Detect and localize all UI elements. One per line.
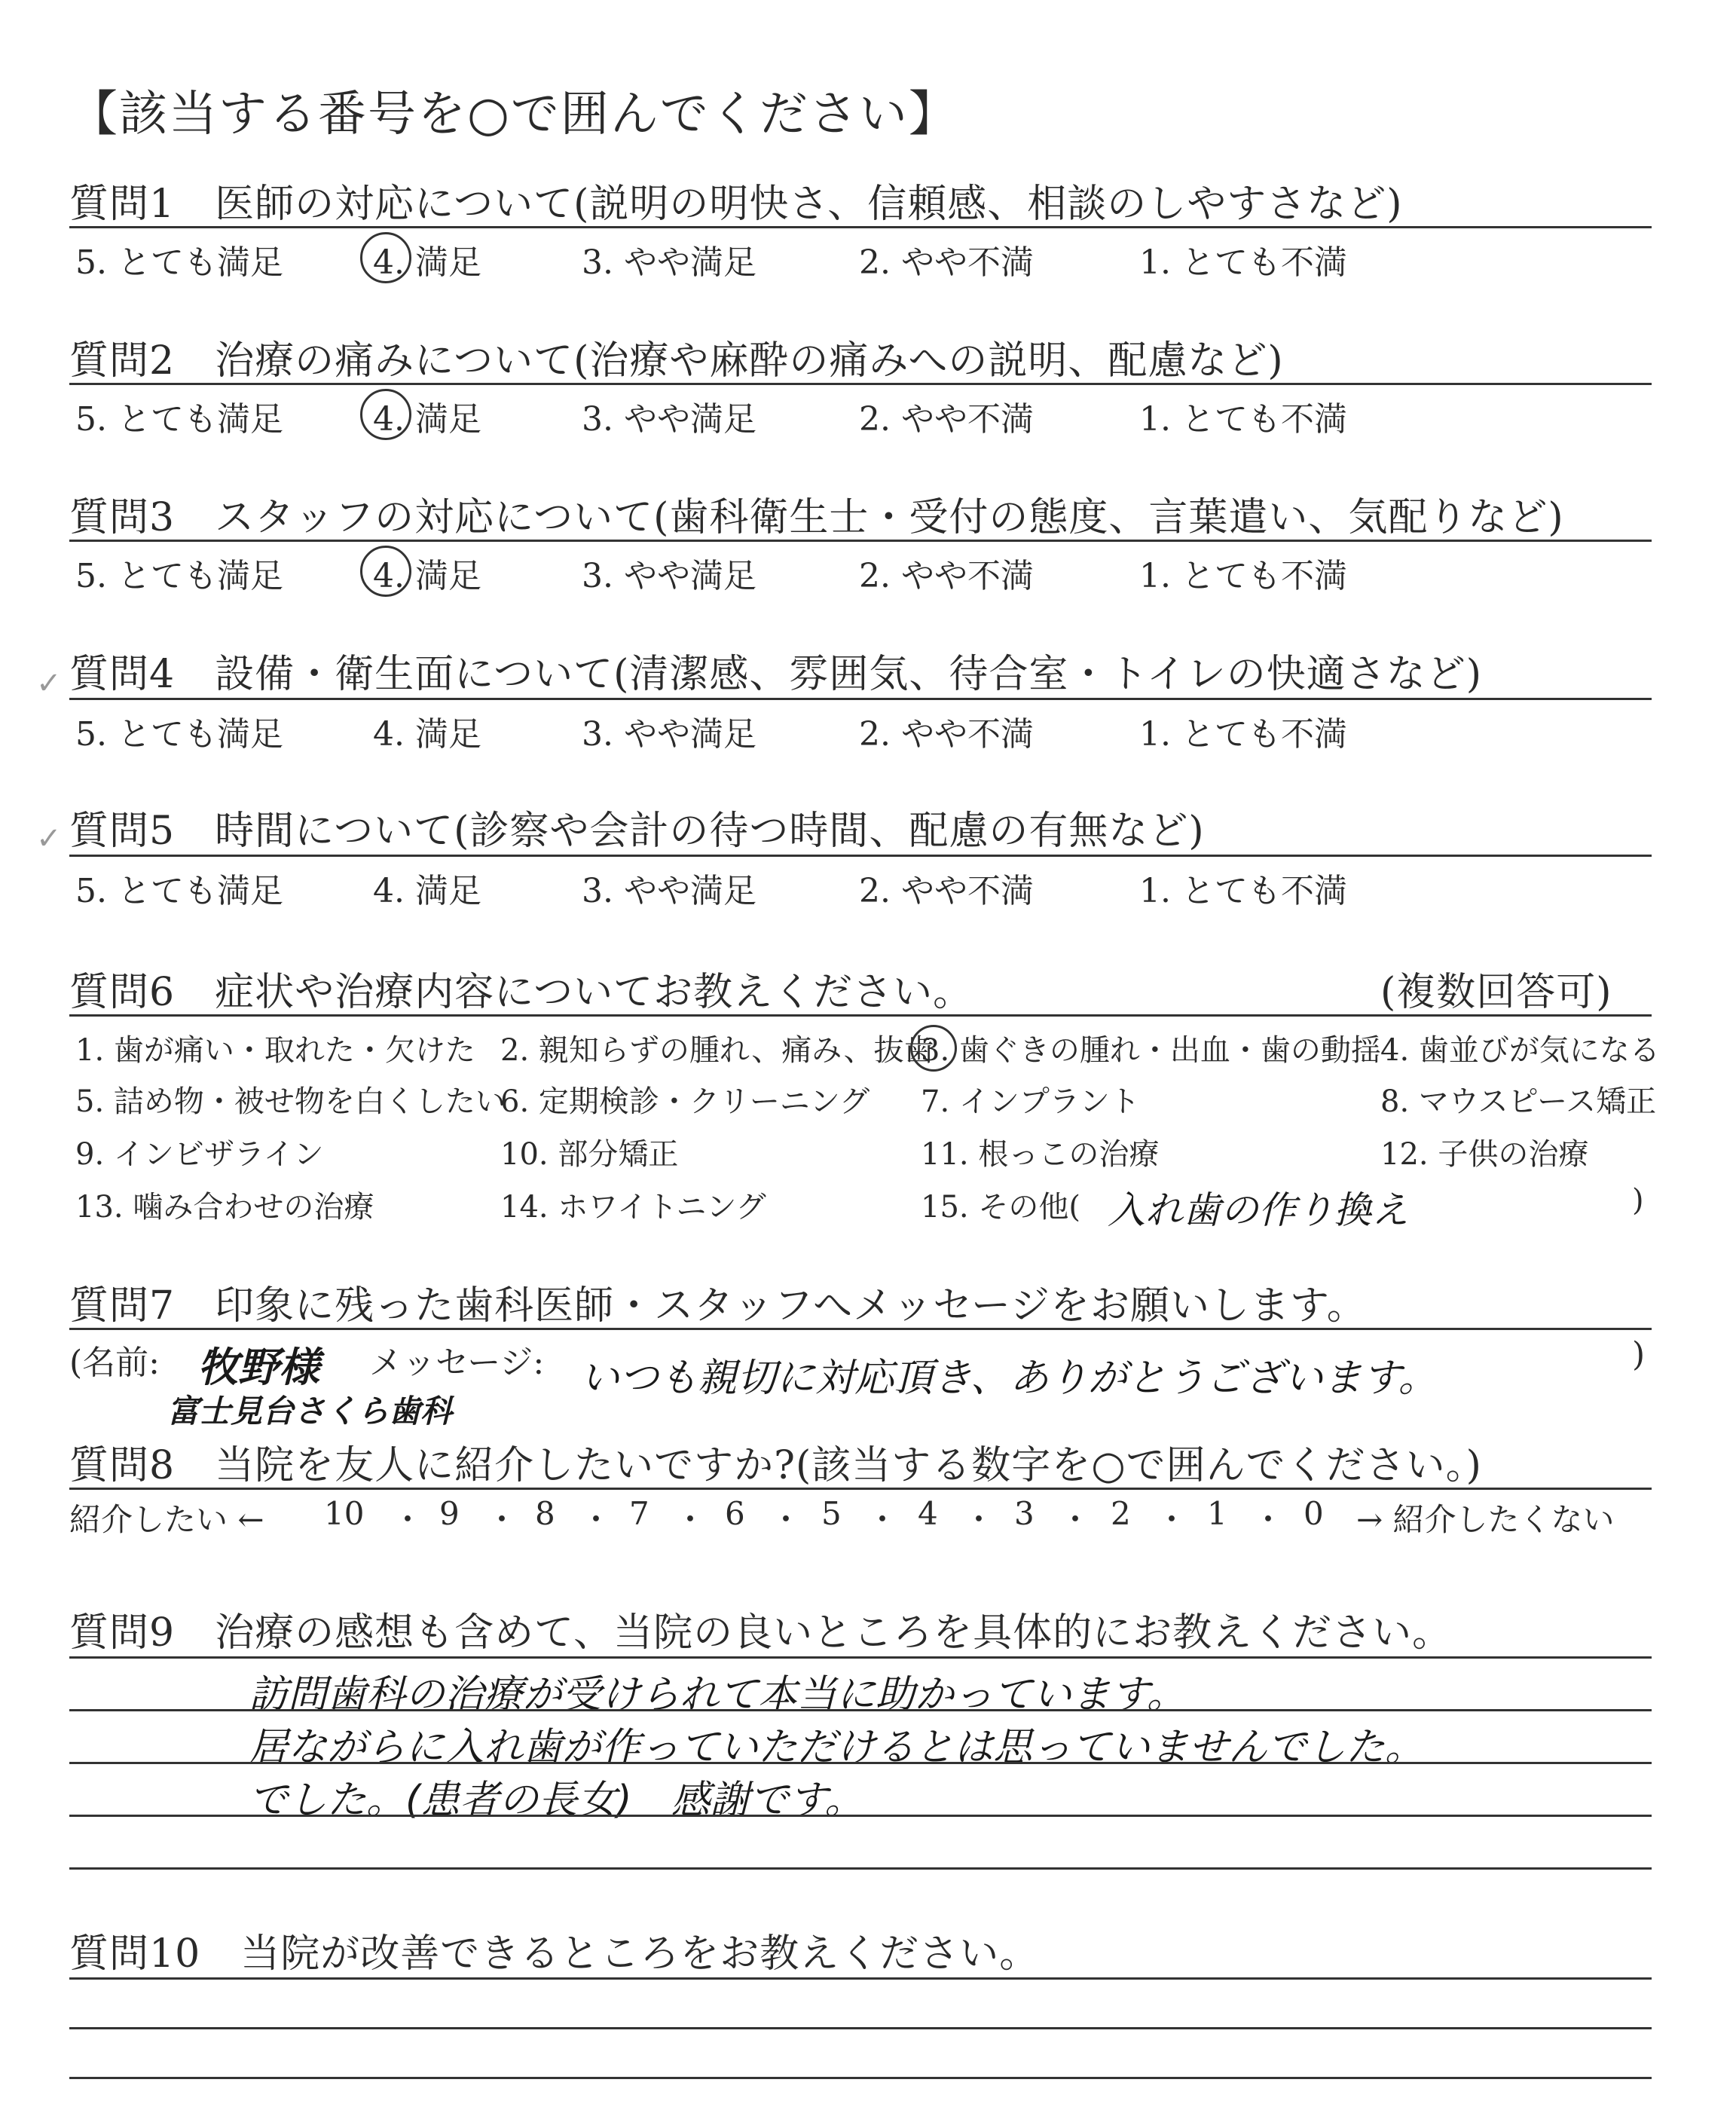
q8-scale-sep: ・ <box>1156 1501 1188 1538</box>
question-6 <box>69 960 973 1017</box>
divider <box>69 855 1652 857</box>
checkmark-icon: ✓ <box>36 666 62 701</box>
q6-item-4[interactable]: 4. 歯並びが気になる <box>1380 1033 1660 1068</box>
divider <box>69 1488 1652 1490</box>
q4-option-3[interactable]: 3. やや満足 <box>582 715 756 754</box>
q2-selection-circle <box>360 389 411 440</box>
question-9-label: 質問9 <box>69 1610 176 1656</box>
q7-name-label: (名前: <box>69 1344 160 1382</box>
q6-item-8[interactable]: 8. マウスピース矯正 <box>1380 1084 1657 1119</box>
divider <box>69 226 1652 228</box>
q1-option-1[interactable]: 1. とても不満 <box>1139 243 1347 282</box>
q8-scale-9[interactable]: 9 <box>439 1495 460 1532</box>
q6-item-1[interactable]: 1. 歯が痛い・取れた・欠けた <box>75 1033 475 1068</box>
q8-scale-6[interactable]: 6 <box>725 1495 745 1532</box>
question-6-text: 症状や治療内容についてお教えください。 <box>215 970 973 1015</box>
writing-line <box>69 1762 1652 1764</box>
q2-option-4[interactable]: 4. 満足 <box>373 400 481 439</box>
multiple-answers-note: (複数回答可) <box>1380 970 1612 1015</box>
question-2-label: 質問2 <box>69 338 176 384</box>
survey-title: 【該当する番号を○で囲んでください】 <box>69 87 958 142</box>
checkmark-icon: ✓ <box>36 821 62 856</box>
q9-handwritten-line-2: 居ながらに入れ歯が作っていただけるとは思っていませんでした。 <box>249 1725 1425 1770</box>
q9-handwritten-line-1: 訪問歯科の治療が受けられて本当に助かっています。 <box>249 1672 1186 1717</box>
q8-scale-1[interactable]: 1 <box>1207 1495 1227 1532</box>
q5-option-5[interactable]: 5. とても満足 <box>75 872 283 910</box>
q3-option-4[interactable]: 4. 満足 <box>373 557 481 595</box>
q2-option-2[interactable]: 2. やや不満 <box>859 400 1034 439</box>
q8-scale-7[interactable]: 7 <box>629 1495 649 1532</box>
question-7-label: 質問7 <box>69 1283 176 1329</box>
question-9-text: 治療の感想も含めて、当院の良いところを具体的にお教えください。 <box>215 1610 1453 1656</box>
q6-item-3[interactable]: 3. 歯ぐきの腫れ・出血・歯の動揺 <box>921 1033 1381 1068</box>
q3-option-2[interactable]: 2. やや不満 <box>859 557 1034 595</box>
q7-handwritten-clinic: 富士見台さくら歯科 <box>167 1393 453 1430</box>
q3-option-3[interactable]: 3. やや満足 <box>582 557 756 595</box>
question-2-text: 治療の痛みについて(治療や麻酔の痛みへの説明、配慮など) <box>215 338 1284 384</box>
q6-item-10[interactable]: 10. 部分矯正 <box>500 1137 679 1172</box>
q8-scale-sep: ・ <box>1059 1501 1092 1538</box>
q1-option-4[interactable]: 4. 満足 <box>373 243 481 282</box>
question-10 <box>69 1922 1039 1978</box>
writing-line <box>69 1709 1652 1711</box>
q4-option-2[interactable]: 2. やや不満 <box>859 715 1034 754</box>
q6-item-7[interactable]: 7. インプラント <box>921 1084 1140 1119</box>
q8-scale-sep: ・ <box>392 1501 424 1538</box>
q5-option-3[interactable]: 3. やや満足 <box>582 872 756 910</box>
q6-item-6[interactable]: 6. 定期検診・クリーニング <box>500 1084 870 1119</box>
q6-selection-circle <box>910 1025 957 1072</box>
question-3 <box>69 485 1564 542</box>
q6-item-11[interactable]: 11. 根っこの治療 <box>921 1137 1160 1172</box>
q6-item-12[interactable]: 12. 子供の治療 <box>1380 1137 1589 1172</box>
question-3-text: スタッフの対応について(歯科衛生士・受付の態度、言葉遣い、気配りなど) <box>215 495 1564 540</box>
question-8-text: 当院を友人に紹介したいですか?(該当する数字を○で囲んでください。) <box>215 1443 1482 1488</box>
q3-selection-circle <box>360 546 411 597</box>
question-1 <box>69 172 1403 228</box>
q8-right-label: → 紹介したくない <box>1356 1501 1615 1538</box>
question-1-text: 医師の対応について(説明の明快さ、信頼感、相談のしやすさなど) <box>215 182 1403 227</box>
q7-handwritten-message: いつも親切に対応頂き、ありがとうございます。 <box>580 1356 1438 1401</box>
q6-item-13[interactable]: 13. 噛み合わせの治療 <box>75 1190 374 1225</box>
q6-item-15[interactable]: 15. その他( <box>921 1190 1080 1225</box>
writing-line <box>69 1867 1652 1870</box>
question-4-text: 設備・衛生面について(清潔感、雰囲気、待合室・トイレの快適さなど) <box>215 652 1483 697</box>
question-7 <box>69 1274 1367 1330</box>
q2-option-1[interactable]: 1. とても不満 <box>1139 400 1347 439</box>
divider <box>69 540 1652 542</box>
q5-option-4[interactable]: 4. 満足 <box>373 872 481 910</box>
divider <box>69 698 1652 700</box>
q6-item-2[interactable]: 2. 親知らずの腫れ、痛み、抜歯 <box>500 1033 934 1068</box>
q7-close-paren: ) <box>1632 1335 1646 1374</box>
writing-line <box>69 1977 1652 1980</box>
q8-scale-sep: ・ <box>866 1501 899 1538</box>
q8-scale-5[interactable]: 5 <box>821 1495 842 1532</box>
divider <box>69 1014 1652 1017</box>
q3-option-5[interactable]: 5. とても満足 <box>75 557 283 595</box>
q7-message-label: メッセージ: <box>369 1344 545 1382</box>
question-8 <box>69 1433 1482 1490</box>
q8-scale-sep: ・ <box>486 1501 518 1538</box>
q8-scale-sep: ・ <box>1252 1501 1285 1538</box>
question-3-label: 質問3 <box>69 495 176 540</box>
q2-option-5[interactable]: 5. とても満足 <box>75 400 283 439</box>
divider <box>69 1328 1652 1330</box>
question-4-label: 質問4 <box>69 652 176 697</box>
question-4 <box>69 642 1482 699</box>
q2-option-3[interactable]: 3. やや満足 <box>582 400 756 439</box>
q8-scale-4[interactable]: 4 <box>918 1495 938 1532</box>
q6-other-close-paren: ) <box>1632 1183 1644 1218</box>
q8-scale-sep: ・ <box>674 1501 707 1538</box>
q8-scale-10[interactable]: 10 <box>324 1495 365 1532</box>
q4-option-4[interactable]: 4. 満足 <box>373 715 481 754</box>
q6-item-5[interactable]: 5. 詰め物・被せ物を白くしたい <box>75 1084 506 1119</box>
q8-scale-8[interactable]: 8 <box>535 1495 555 1532</box>
question-9 <box>69 1601 1452 1657</box>
q8-scale-0[interactable]: 0 <box>1304 1495 1324 1532</box>
q8-scale-2[interactable]: 2 <box>1111 1495 1131 1532</box>
question-5-label: 質問5 <box>69 809 176 854</box>
question-5 <box>69 799 1205 855</box>
question-5-text: 時間について(診察や会計の待つ時間、配慮の有無など) <box>215 809 1205 854</box>
question-1-label: 質問1 <box>69 182 176 227</box>
divider <box>69 383 1652 385</box>
q1-option-5[interactable]: 5. とても満足 <box>75 243 283 282</box>
q1-option-2[interactable]: 2. やや不満 <box>859 243 1034 282</box>
question-10-label: 質問10 <box>69 1931 201 1977</box>
q6-other-handwritten: 入れ歯の作り換え <box>1108 1188 1409 1232</box>
q8-scale-sep: ・ <box>580 1501 613 1538</box>
question-6-label: 質問6 <box>69 970 176 1015</box>
q1-selection-circle <box>360 232 411 283</box>
q7-handwritten-name: 牧野様 <box>197 1344 319 1391</box>
writing-line <box>69 1815 1652 1817</box>
q5-option-1[interactable]: 1. とても不満 <box>1139 872 1347 910</box>
q8-left-label: 紹介したい ← <box>69 1501 264 1538</box>
question-2 <box>69 329 1284 385</box>
q8-scale-sep: ・ <box>963 1501 995 1538</box>
q3-option-1[interactable]: 1. とても不満 <box>1139 557 1347 595</box>
writing-line <box>69 2077 1652 2079</box>
q8-scale-3[interactable]: 3 <box>1014 1495 1035 1532</box>
q4-option-5[interactable]: 5. とても満足 <box>75 715 283 754</box>
question-8-label: 質問8 <box>69 1443 176 1488</box>
q8-scale-sep: ・ <box>770 1501 802 1538</box>
divider <box>69 1656 1652 1659</box>
question-10-text: 当院が改善できるところをお教えください。 <box>240 1931 1040 1977</box>
writing-line <box>69 2027 1652 2029</box>
q5-option-2[interactable]: 2. やや不満 <box>859 872 1034 910</box>
q9-handwritten-line-3: でした。(患者の長女) 感謝です。 <box>249 1778 864 1823</box>
q6-item-9[interactable]: 9. インビザライン <box>75 1137 324 1172</box>
q6-item-14[interactable]: 14. ホワイトニング <box>500 1190 766 1225</box>
q1-option-3[interactable]: 3. やや満足 <box>582 243 756 282</box>
question-7-text: 印象に残った歯科医師・スタッフへメッセージをお願いします。 <box>215 1283 1367 1329</box>
q4-option-1[interactable]: 1. とても不満 <box>1139 715 1347 754</box>
